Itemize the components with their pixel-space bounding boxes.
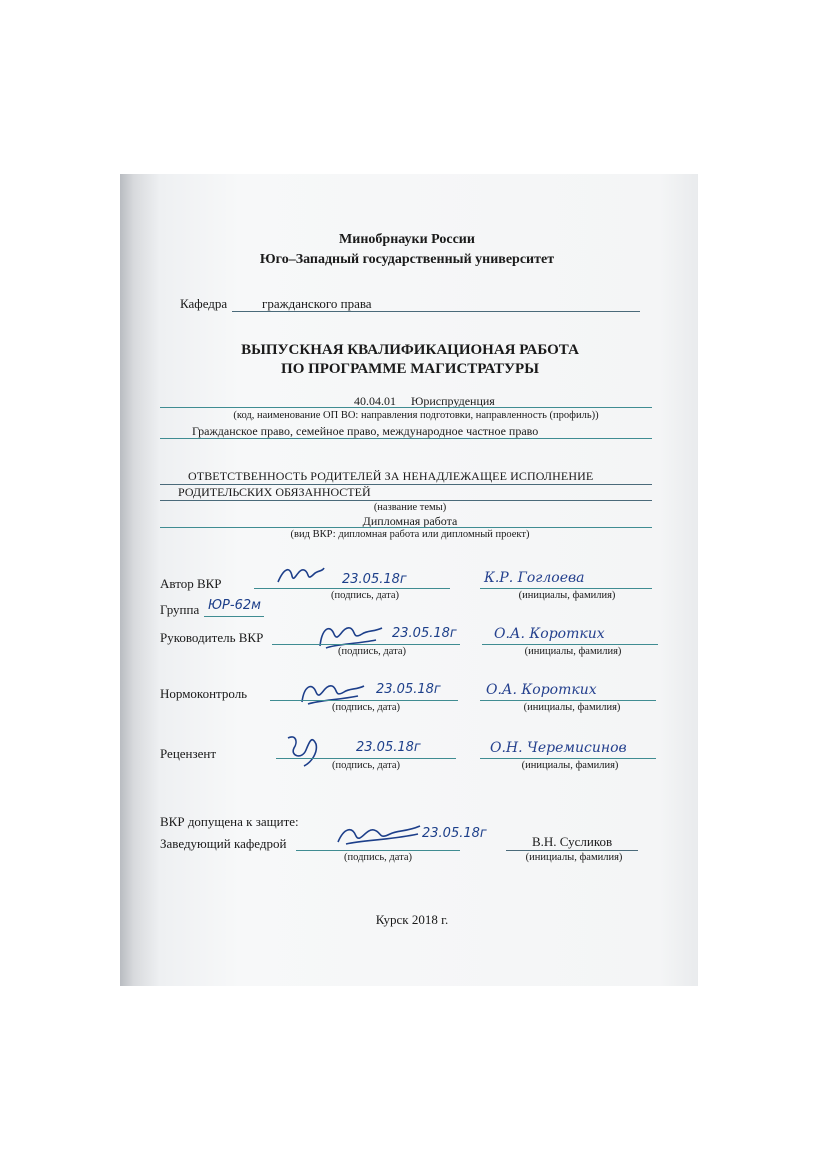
supervisor-label: Руководитель ВКР: [160, 630, 264, 645]
group-label: Группа: [160, 602, 200, 617]
author-sign-caption: (подпись, дата): [331, 590, 399, 601]
normocontrol-date: 23.05.18г: [376, 682, 441, 697]
program-line: [160, 407, 652, 408]
admission-date: 23.05.18г: [422, 826, 487, 841]
normocontrol-name: О.А. Коротких: [486, 682, 597, 698]
work-type-caption: (вид ВКР: дипломная работа или дипломный проект): [290, 529, 530, 540]
normocontrol-sign-caption: (подпись, дата): [332, 702, 400, 713]
admission-line1: ВКР допущена к защите:: [160, 814, 299, 829]
admission-signature: [334, 820, 424, 850]
reviewer-date: 23.05.18г: [356, 740, 421, 755]
department-label: Кафедра: [180, 296, 228, 311]
author-name-line: [480, 588, 652, 589]
normocontrol-name-line: [480, 700, 656, 701]
supervisor-date: 23.05.18г: [392, 626, 457, 641]
reviewer-name-line: [480, 758, 656, 759]
group-line: [204, 616, 264, 617]
supervisor-name-line: [482, 644, 658, 645]
supervisor-name-caption: (инициалы, фамилия): [524, 646, 622, 657]
topic-line1: ОТВЕТСТВЕННОСТЬ РОДИТЕЛЕЙ ЗА НЕНАДЛЕЖАЩЕЕ ИСПОЛНЕНИЕ: [188, 469, 594, 483]
department-value: гражданского права: [262, 296, 372, 311]
admission-name-caption: (инициалы, фамилия): [525, 852, 623, 863]
supervisor-name: О.А. Коротких: [494, 626, 605, 642]
program-code: 40.04.01: [354, 394, 396, 408]
reviewer-sign-caption: (подпись, дата): [332, 760, 400, 771]
normocontrol-sign-line: [270, 700, 458, 701]
ministry-name: Минобрнауки России: [339, 232, 475, 247]
normocontrol-name-caption: (инициалы, фамилия): [523, 702, 621, 713]
work-title-line2: ПО ПРОГРАММЕ МАГИСТРАТУРЫ: [281, 361, 539, 377]
admission-name-line: [506, 850, 638, 851]
admission-sign-caption: (подпись, дата): [344, 852, 412, 863]
work-type-value: Дипломная работа: [362, 514, 458, 528]
author-signature: [276, 562, 326, 588]
author-sign-line: [254, 588, 450, 589]
department-line: [232, 311, 640, 312]
program-name: Юриспруденция: [411, 394, 495, 408]
program-caption: (код, наименование ОП ВО: направления подготовки, направленность (профиль)): [233, 410, 599, 421]
document-page: [120, 174, 698, 986]
normocontrol-label: Нормоконтроль: [160, 686, 248, 701]
author-name: К.Р. Гоглоева: [484, 570, 585, 586]
reviewer-sign-line: [276, 758, 456, 759]
profile-line: [160, 438, 652, 439]
reviewer-signature: [282, 730, 328, 770]
author-label: Автор ВКР: [160, 576, 222, 591]
author-date: 23.05.18г: [342, 572, 407, 587]
topic-line2: РОДИТЕЛЬСКИХ ОБЯЗАННОСТЕЙ: [178, 485, 371, 499]
group-value: ЮР-62м: [208, 598, 261, 613]
city-year: Курск 2018 г.: [375, 912, 449, 927]
head-of-department-label: Заведующий кафедрой: [160, 836, 287, 851]
work-type-line: [160, 527, 652, 528]
program-profile: Гражданское право, семейное право, международное частное право: [192, 424, 539, 438]
head-of-department-name: В.Н. Сусликов: [532, 834, 613, 849]
reviewer-label: Рецензент: [160, 746, 217, 761]
supervisor-sign-caption: (подпись, дата): [338, 646, 406, 657]
reviewer-name: О.Н. Черемисинов: [490, 740, 627, 756]
university-name: Юго–Западный государственный университет: [259, 252, 555, 267]
topic-caption: (название темы): [373, 502, 447, 513]
work-title-line1: ВЫПУСКНАЯ КВАЛИФИКАЦИОНАЯ РАБОТА: [241, 342, 579, 358]
supervisor-sign-line: [272, 644, 460, 645]
topic-line2-rule: [160, 500, 652, 501]
reviewer-name-caption: (инициалы, фамилия): [521, 760, 619, 771]
author-name-caption: (инициалы, фамилия): [518, 590, 616, 601]
admission-sign-line: [296, 850, 460, 851]
